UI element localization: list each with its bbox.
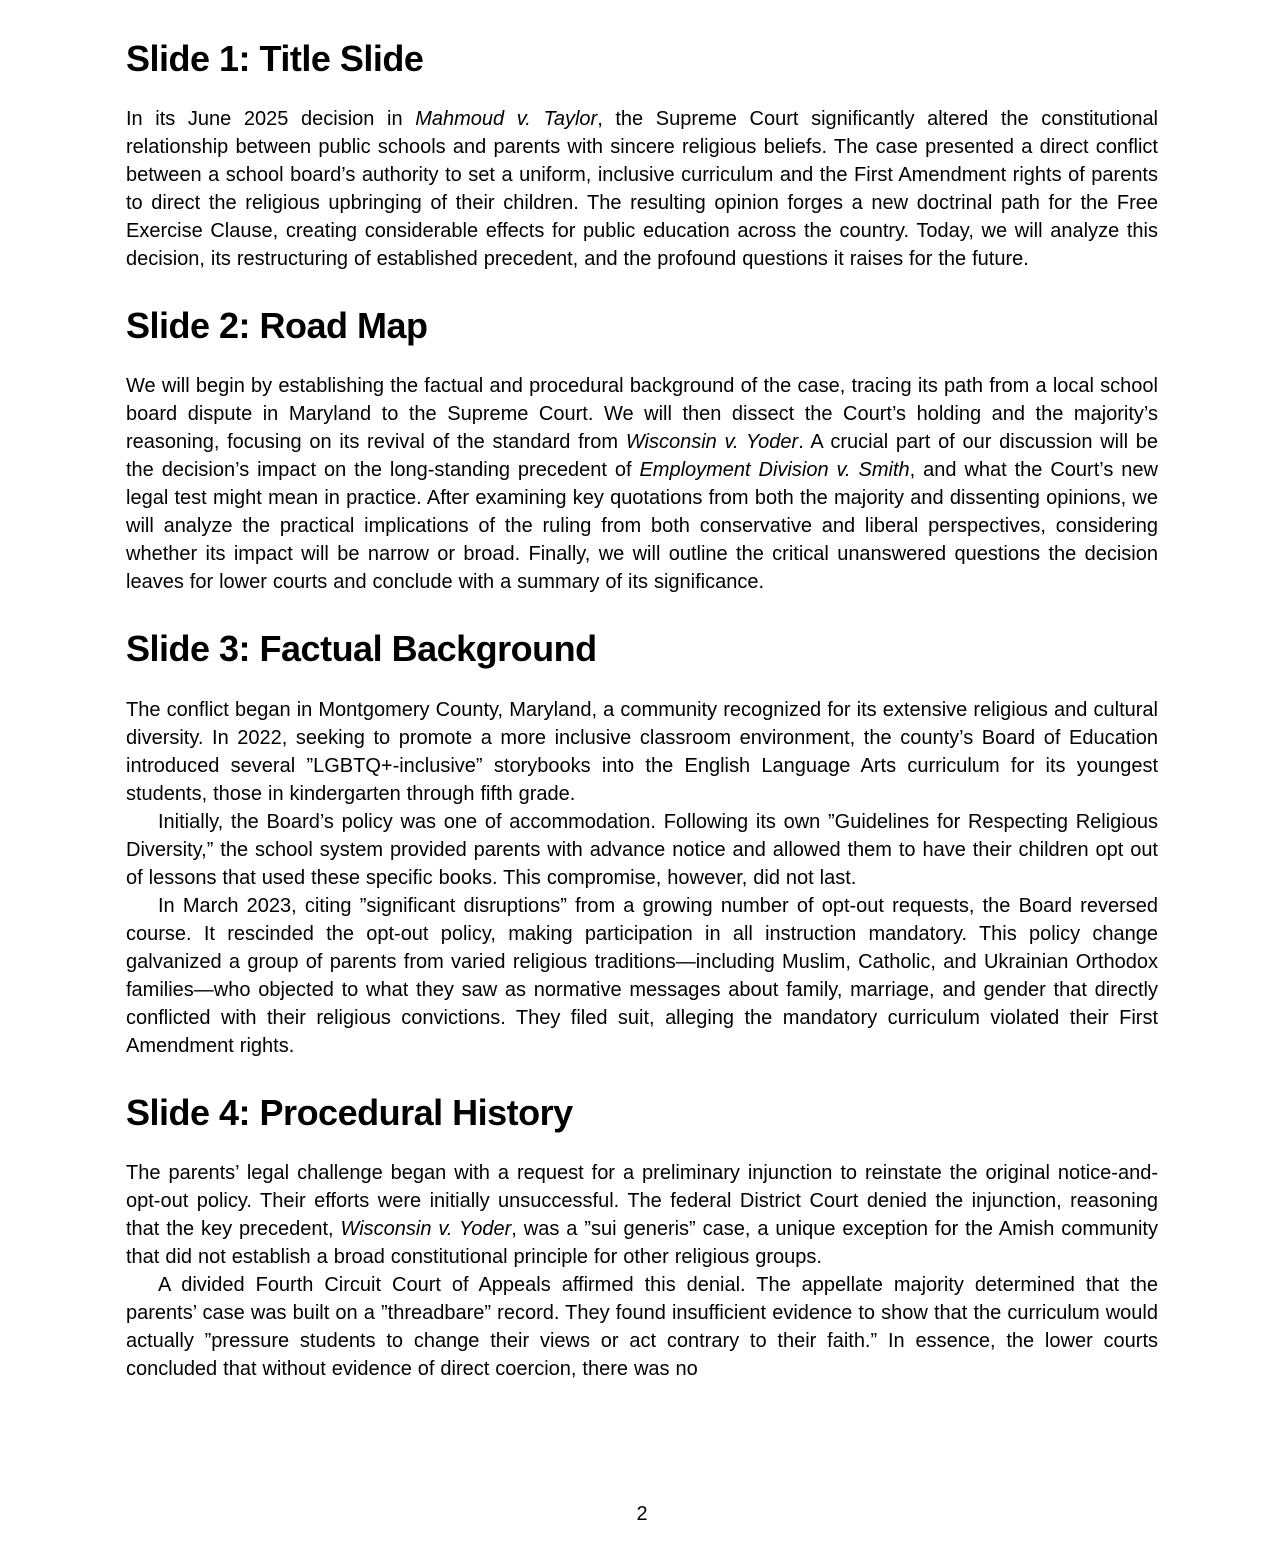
paragraph: The conflict began in Montgomery County, Maryland, a community recognized for its extensive religious and cultural diversity. In 2022, seeking to promote a more inclusive classroom environment, the county’s Board of Education introduced several ”LGBTQ+-inclusive” storybooks into the English Language Arts curriculum for its youngest students, those in kindergarten through fifth grade. xyxy=(126,698,1158,805)
page-number: 2 xyxy=(636,1503,648,1525)
section-slide-3-factual-background xyxy=(126,627,1158,1059)
paragraph: In its June 2025 decision in Mahmoud v. Taylor, the Supreme Court significantly altered the constitutional relationship between public schools and parents with sincere religious beliefs. The case presented a direct conflict between a school board’s authority to set a uniform, inclusive curriculum and the First Amendment rights of parents to direct the religious upbringing of their children. The resulting opinion forges a new doctrinal path for the Free Exercise Clause, creating considerable effects for public education across the country. Today, we will analyze this decision, its restructuring of established precedent, and the profound questions it raises for the future. xyxy=(126,108,1159,271)
section-heading-slide-2: Slide 2: Road Map xyxy=(126,305,428,347)
paragraph: A divided Fourth Circuit Court of Appeals affirmed this denial. The appellate majority determined that the parents’ case was built on a ”threadbare” record. They found insufficient evidence to show that the curriculum would actually ”pressure students to change their views or act contrary to their faith.” In essence, the lower courts concluded that without evidence of direct coercion, there was no xyxy=(126,1273,1158,1380)
section-heading-slide-4: Slide 4: Procedural History xyxy=(126,1091,573,1133)
paragraph: The parents’ legal challenge began with a request for a preliminary injunction to reinstate the original notice-and-opt-out policy. Their efforts were initially unsuccessful. The federal District Court denied the injunction, reasoning that the key precedent, Wisconsin v. Yoder, was a ”sui generis” case, a unique exception for the Amish community that did not establish a broad constitutional principle for other religious groups. xyxy=(126,1161,1158,1268)
section-slide-1-title-slide xyxy=(126,37,1158,273)
paragraph: In March 2023, citing ”significant disruptions” from a growing number of opt-out requests, the Board reversed course. It rescinded the opt-out policy, making participation in all instruction mandatory. This policy change galvanized a group of parents from varied religious traditions—including Muslim, Catholic, and Ukrainian Orthodox families—who objected to what they saw as normative messages about family, marriage, and gender that directly conflicted with their religious convictions. They filed suit, alleging the mandatory curriculum violated their First Amendment rights. xyxy=(126,894,1158,1057)
section-slide-4-procedural-history xyxy=(126,1091,1158,1383)
section-slide-2-road-map xyxy=(126,304,1158,596)
paragraph: We will begin by establishing the factual and procedural background of the case, tracing its path from a local school board dispute in Maryland to the Supreme Court. We will then dissect the Court’s holding and the majority’s reasoning, focusing on its revival of the standard from Wisconsin v. Yoder. A crucial part of our discussion will be the decision’s impact on the long-standing precedent of Employment Division v. Smith, and what the Court’s new legal test might mean in practice. After examining key quotations from both the majority and dissenting opinions, we will analyze the practical implications of the ruling from both conservative and liberal perspectives, considering whether its impact will be narrow or broad. Finally, we will outline the critical unanswered questions the decision leaves for lower courts and conclude with a summary of its significance. xyxy=(126,375,1158,594)
section-heading-slide-3: Slide 3: Factual Background xyxy=(126,628,597,670)
paragraph: Initially, the Board’s policy was one of accommodation. Following its own ”Guidelines for Respecting Religious Diversity,” the school system provided parents with advance notice and allowed them to have their children opt out of lessons that used these specific books. This compromise, however, did not last. xyxy=(126,810,1158,889)
section-heading-slide-1: Slide 1: Title Slide xyxy=(126,38,424,79)
